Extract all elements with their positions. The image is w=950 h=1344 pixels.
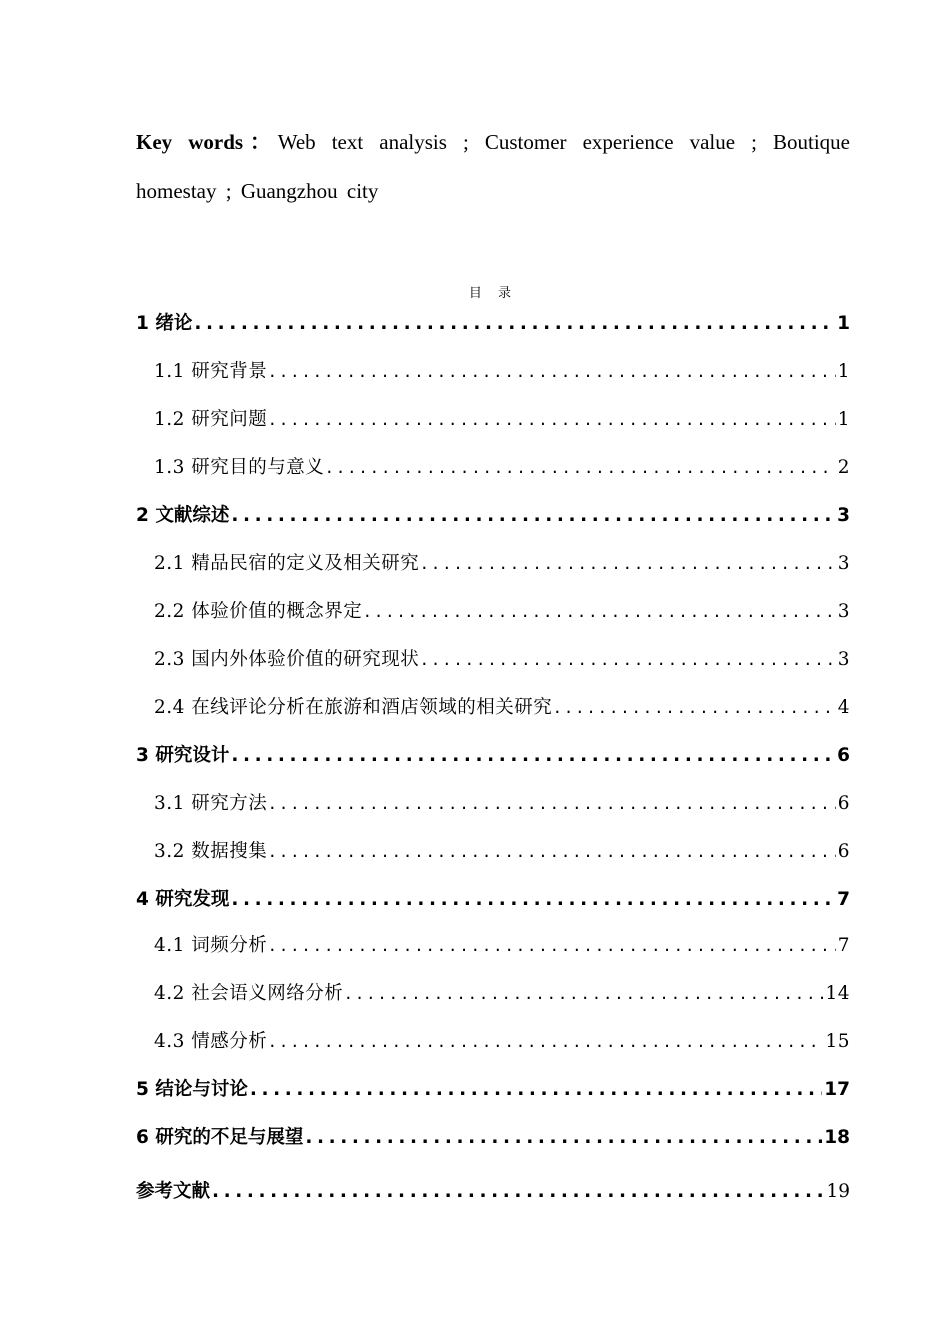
keywords-text: Web text analysis ; Customer experience value ; Boutique homestay ; Guangzhou city xyxy=(136,130,851,203)
toc-entry-page: 3 xyxy=(837,553,850,574)
toc-entry-page: 19 xyxy=(826,1181,850,1202)
toc-dot-leader xyxy=(269,405,835,435)
toc-entry[interactable] xyxy=(136,885,850,915)
toc-dot-leader xyxy=(269,931,835,961)
toc-dot-leader xyxy=(269,837,835,867)
toc-entry-title: 4.1 词频分析 xyxy=(154,935,268,956)
toc-entry-page: 3 xyxy=(837,601,850,622)
toc-entry-title: 1.1 研究背景 xyxy=(154,361,268,382)
toc-dot-leader xyxy=(231,501,835,531)
toc-entry-page: 17 xyxy=(824,1079,850,1100)
toc-entry[interactable] xyxy=(136,357,850,387)
toc-entry[interactable] xyxy=(136,645,850,675)
toc-entry-page: 6 xyxy=(837,745,850,766)
toc-dot-leader xyxy=(554,693,835,723)
toc-dot-leader xyxy=(421,645,835,675)
toc-entry[interactable] xyxy=(136,1075,850,1105)
toc-entry-title: 2 文献综述 xyxy=(136,505,230,526)
toc-dot-leader xyxy=(194,309,835,339)
toc-dot-leader xyxy=(364,597,835,627)
toc-entry-title: 2.1 精品民宿的定义及相关研究 xyxy=(154,553,420,574)
toc-entry-page: 1 xyxy=(837,313,850,334)
toc-entry-title: 1.2 研究问题 xyxy=(154,409,268,430)
toc-entry[interactable] xyxy=(136,405,850,435)
toc-entry[interactable] xyxy=(136,741,850,771)
toc-entry[interactable] xyxy=(136,501,850,531)
toc-entry[interactable] xyxy=(136,453,850,483)
toc-entry-page: 1 xyxy=(837,409,850,430)
toc-entry-title: 4.2 社会语义网络分析 xyxy=(154,983,344,1004)
toc-entry[interactable] xyxy=(136,1123,850,1153)
toc-dot-leader xyxy=(231,741,835,771)
toc-entry-page: 3 xyxy=(837,505,850,526)
toc-entry[interactable] xyxy=(136,837,850,867)
toc-entry[interactable] xyxy=(136,597,850,627)
toc-dot-leader xyxy=(250,1075,822,1105)
toc-entry-page: 7 xyxy=(837,935,850,956)
toc-entry-title: 4.3 情感分析 xyxy=(154,1031,268,1052)
toc-entry-title: 3.1 研究方法 xyxy=(154,793,268,814)
toc-entry-page: 15 xyxy=(825,1031,850,1052)
toc-entry-title: 2.4 在线评论分析在旅游和酒店领域的相关研究 xyxy=(154,697,553,718)
toc-entry-title: 3.2 数据搜集 xyxy=(154,841,268,862)
toc-entry[interactable] xyxy=(136,309,850,339)
toc-entry[interactable] xyxy=(136,1177,850,1207)
toc-dot-leader xyxy=(326,453,835,483)
toc-entry-page: 6 xyxy=(837,841,850,862)
toc-dot-leader xyxy=(269,357,835,387)
keywords-label: Key words： xyxy=(136,130,278,154)
toc-dot-leader xyxy=(212,1177,824,1207)
toc-entry-title: 1 绪论 xyxy=(136,313,193,334)
toc-dot-leader xyxy=(231,885,835,915)
toc-dot-leader xyxy=(421,549,835,579)
toc-dot-leader xyxy=(345,979,823,1009)
toc-entry-page: 18 xyxy=(824,1127,850,1148)
toc-entry-page: 3 xyxy=(837,649,850,670)
toc-entry[interactable] xyxy=(136,1027,850,1057)
toc-entry-title: 参考文献 xyxy=(136,1181,211,1202)
toc-entry-title: 4 研究发现 xyxy=(136,889,230,910)
toc-entry-page: 1 xyxy=(837,361,850,382)
toc-title: 目 录 xyxy=(468,286,518,301)
toc-dot-leader xyxy=(269,1027,823,1057)
toc-entry-page: 4 xyxy=(837,697,850,718)
toc-entry[interactable] xyxy=(136,693,850,723)
table-of-contents xyxy=(136,0,850,1344)
toc-entry[interactable] xyxy=(136,549,850,579)
toc-entry-title: 2.3 国内外体验价值的研究现状 xyxy=(154,649,420,670)
toc-entry-title: 2.2 体验价值的概念界定 xyxy=(154,601,363,622)
toc-entry-title: 5 结论与讨论 xyxy=(136,1079,248,1100)
toc-entry-page: 7 xyxy=(837,889,850,910)
toc-entry[interactable] xyxy=(136,931,850,961)
toc-entry[interactable] xyxy=(136,979,850,1009)
toc-entry-title: 1.3 研究目的与意义 xyxy=(154,457,325,478)
toc-entry-page: 2 xyxy=(837,457,850,478)
toc-entry-title: 3 研究设计 xyxy=(136,745,230,766)
toc-dot-leader xyxy=(269,789,835,819)
toc-dot-leader xyxy=(305,1123,822,1153)
toc-entry[interactable] xyxy=(136,789,850,819)
toc-entry-page: 14 xyxy=(825,983,850,1004)
toc-entry-title: 6 研究的不足与展望 xyxy=(136,1127,304,1148)
toc-entry-page: 6 xyxy=(837,793,850,814)
